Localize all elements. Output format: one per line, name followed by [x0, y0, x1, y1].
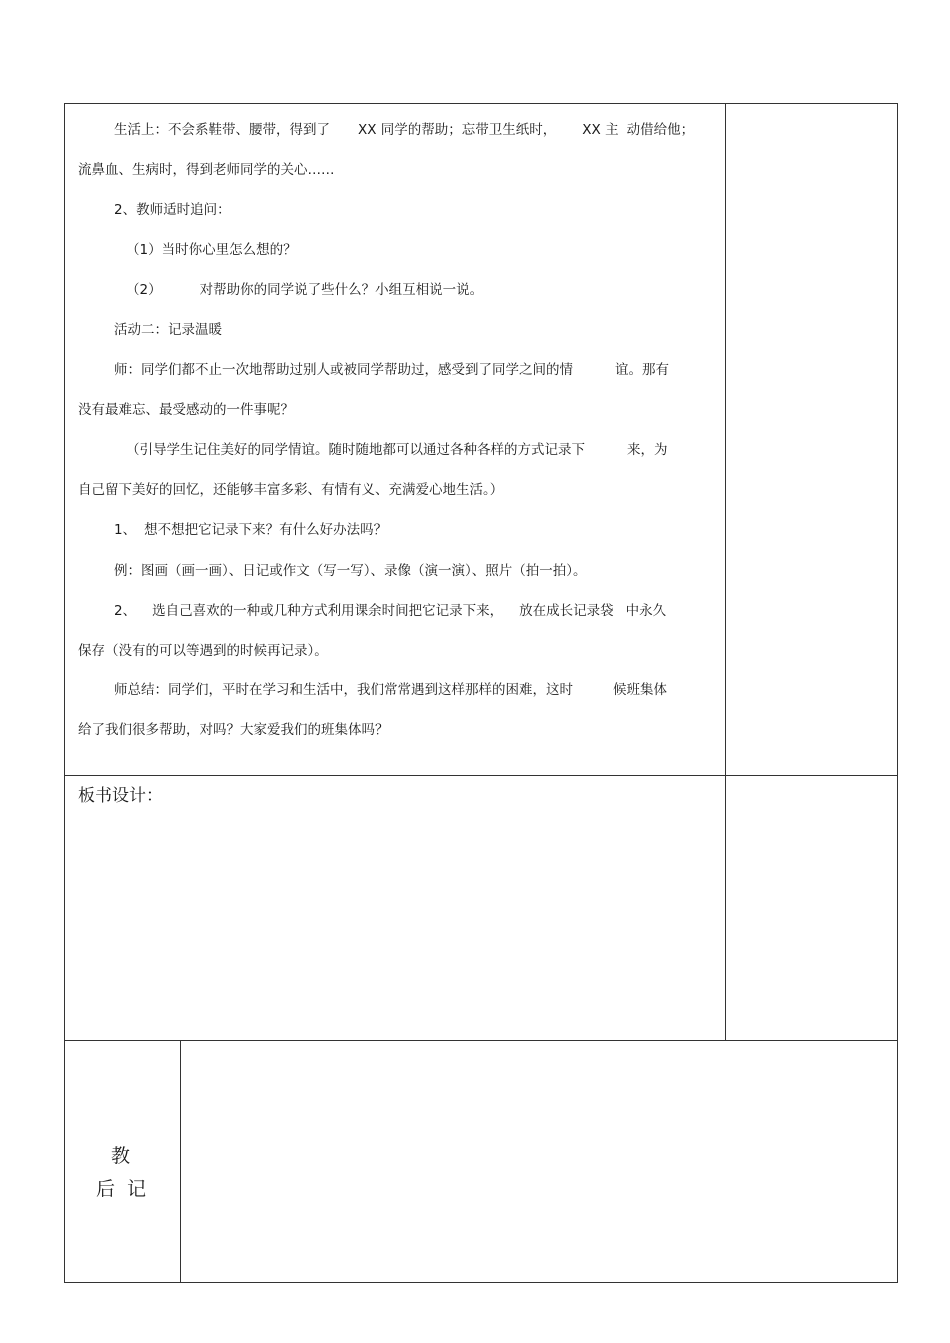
lesson-line: （2） 对帮助你的同学说了些什么？小组互相说一说。	[126, 282, 484, 298]
activity-heading: 活动二：记录温暖	[114, 322, 222, 338]
lesson-line: 没有最难忘、最受感动的一件事呢？	[78, 402, 294, 418]
board-design-title: 板书设计：	[78, 786, 163, 806]
reflection-label-hou: 后	[96, 1178, 116, 1200]
board-notes-cell	[725, 775, 898, 1041]
lesson-line: 师：同学们都不止一次地帮助过别人或被同学帮助过，感受到了同学之间的情 谊。那有	[114, 362, 669, 378]
lesson-line: 例：图画（画一画）、日记或作文（写一写）、录像（演一演）、照片（拍一拍）。	[114, 563, 587, 579]
lesson-line: 生活上：不会系鞋带、腰带，得到了 XX 同学的帮助；忘带卫生纸时， XX 主 动借给他；	[114, 122, 695, 138]
lesson-line: 保存（没有的可以等遇到的时候再记录）。	[78, 643, 328, 659]
lesson-line: 自己留下美好的回忆，还能够丰富多彩、有情有义、充满爱心地生活。）	[78, 482, 504, 498]
reflection-label-jiao: 教	[111, 1145, 131, 1167]
reflection-label-ji: 记	[127, 1178, 147, 1200]
lesson-line: 师总结：同学们，平时在学习和生活中，我们常常遇到这样那样的困难，这时 候班集体	[114, 682, 667, 698]
lesson-line: 2、 选自己喜欢的一种或几种方式利用课余时间把它记录下来， 放在成长记录袋 中永久	[114, 603, 667, 619]
lesson-line: （引导学生记住美好的同学情谊。随时随地都可以通过各种各样的方式记录下 来，为	[126, 442, 668, 458]
reflection-content-cell	[180, 1040, 898, 1283]
lesson-line: 流鼻血、生病时，得到老师同学的关心……	[78, 162, 335, 178]
lesson-line: （1）当时你心里怎么想的？	[126, 242, 297, 258]
lesson-line: 1、 想不想把它记录下来？有什么好办法吗？	[114, 522, 388, 538]
board-design-cell	[64, 775, 726, 1041]
lesson-notes-cell	[725, 103, 898, 776]
lesson-line: 给了我们很多帮助，对吗？大家爱我们的班集体吗？	[78, 722, 389, 738]
lesson-line: 2、教师适时追问：	[114, 202, 231, 218]
